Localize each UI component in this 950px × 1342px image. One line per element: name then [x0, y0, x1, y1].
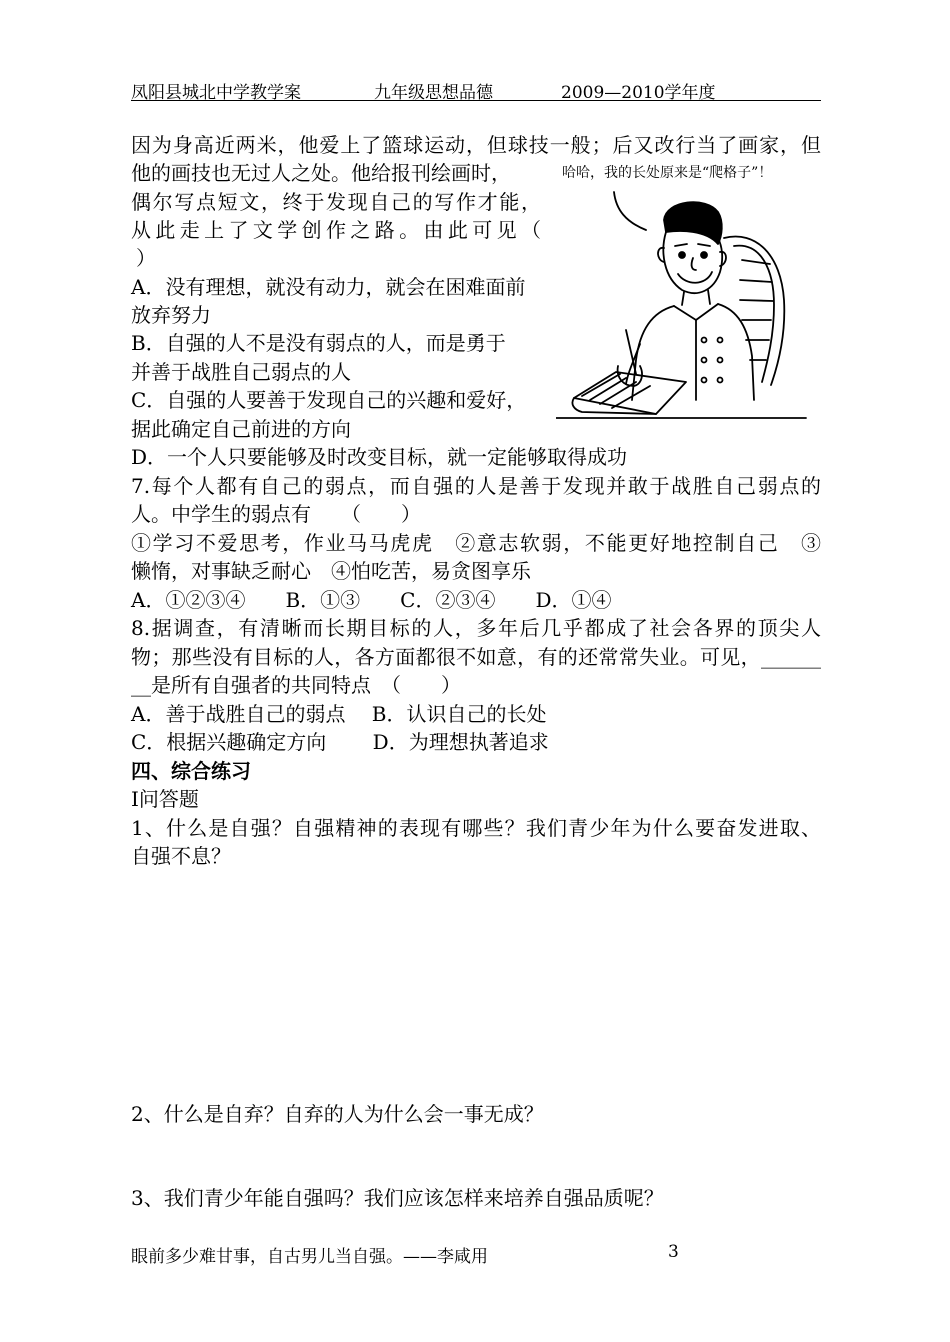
q6-option-b-2: 并善于战胜自己弱点的人: [131, 360, 351, 384]
q8-line-2: 物；那些没有目标的人，各方面都很不如意，有的还常常失业。可见，______: [131, 645, 821, 669]
passage-line-2: 他的画技也无过人之处。他给报刊绘画时，: [131, 161, 511, 185]
question-2: 2、什么是自弃？自弃的人为什么会一事无成？: [131, 1102, 544, 1126]
header-year: 2009—2010学年度: [561, 83, 716, 103]
passage-line-3: 偶尔写点短文，终于发现自己的写作才能，: [131, 190, 541, 214]
cartoon-illustration: [556, 160, 820, 420]
q7-line-1: 7.每个人都有自己的弱点，而自强的人是善于发现并敢于战胜自己弱点的: [131, 474, 821, 498]
question-1-line-1: 1、什么是自强？自强精神的表现有哪些？我们青少年为什么要奋发进取、: [131, 816, 821, 840]
q6-option-c-2: 据此确定自己前进的方向: [131, 417, 351, 441]
q8-options-ab: A．善于战胜自己的弱点 B．认识自己的长处: [131, 702, 547, 726]
q6-option-c-1: C．自强的人要善于发现自己的兴趣和爱好，: [131, 388, 527, 412]
q8-line-1: 8.据调查，有清晰而长期目标的人，多年后几乎都成了社会各界的顶尖人: [131, 616, 821, 640]
q7-line-3: ①学习不爱思考，作业马马虎虎 ②意志软弱，不能更好地控制自己 ③: [131, 531, 821, 555]
writer-cartoon-image: [556, 160, 820, 420]
page-header: [131, 76, 821, 101]
q7-options: A．①②③④ B．①③ C．②③④ D．①④: [131, 588, 612, 612]
q6-option-a-1: A．没有理想，就没有动力，就会在困难面前: [131, 275, 526, 299]
footer-quote: 眼前多少难甘事，自古男儿当自强。——李咸用: [131, 1247, 488, 1267]
page-number: 3: [668, 1242, 679, 1262]
q8-line-3: __是所有自强者的共同特点 （ ）: [131, 673, 461, 697]
header-school: 凤阳县城北中学教学案: [131, 83, 301, 103]
q7-line-4: 懒惰，对事缺乏耐心 ④怕吃苦，易贪图享乐: [131, 559, 531, 583]
section-4-subtitle: Ⅰ问答题: [131, 787, 199, 811]
q6-option-a-2: 放弃努力: [131, 303, 211, 327]
q8-options-cd: C．根据兴趣确定方向 D．为理想执著追求: [131, 730, 549, 754]
passage-line-4: 从此走上了文学创作之路。由此可见（: [131, 218, 541, 242]
question-1-line-2: 自强不息？: [131, 844, 231, 868]
section-4-title: 四、综合练习: [131, 759, 251, 783]
q6-option-d: D．一个人只要能够及时改变目标，就一定能够取得成功: [131, 445, 628, 469]
question-3: 3、我们青少年能自强吗？我们应该怎样来培养自强品质呢？: [131, 1186, 664, 1210]
header-grade: 九年级思想品德: [374, 83, 493, 103]
passage-line-1: 因为身高近两米，他爱上了篮球运动，但球技一般；后又改行当了画家，但: [131, 133, 821, 157]
q6-option-b-1: B．自强的人不是没有弱点的人，而是勇于: [131, 331, 506, 355]
cartoon-caption: 哈哈，我的长处原来是“爬格子”！: [562, 165, 773, 181]
passage-line-5: ）: [136, 246, 156, 270]
q7-line-2: 人。中学生的弱点有 （ ）: [131, 502, 421, 526]
